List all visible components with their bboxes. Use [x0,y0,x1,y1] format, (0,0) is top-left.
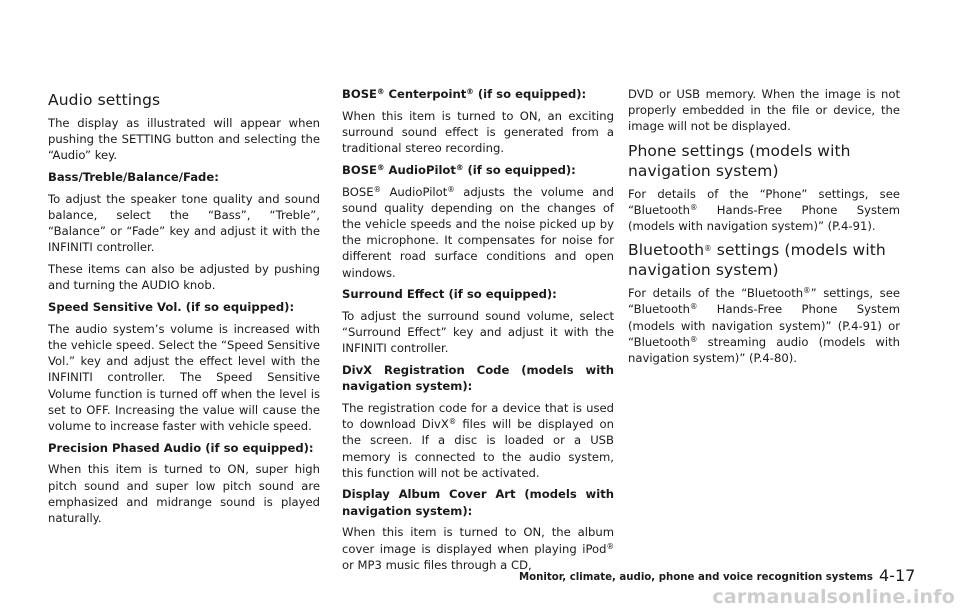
audiopilot-paragraph: BOSE® AudioPilot® adjusts the volume and sound quality depending on the changes of the vehicle speeds and the noise picked up by the microphone. It compensates for noise for different road surface conditions and open windows. [342,184,614,280]
page-footer [519,566,916,585]
album-art-paragraph: When this item is turned to ON, the album cover image is displayed when playing iPod® or MP3 music files through a CD, [342,525,614,572]
surround-effect-subheading: Surround Effect (if so equipped): [342,287,557,302]
divx-paragraph: The registration code for a device that is used to download DivX® files will be displayed on the screen. If a disc is loaded or a USB memory is connected to the audio system, this function will not be activated. [342,400,614,480]
speed-sensitive-subheading: Speed Sensitive Vol. (if so equipped): [48,300,295,315]
album-art-subheading: Display Album Cover Art (models with navigation system): [342,487,614,518]
audio-intro-paragraph: The display as illustrated will appear when pushing the SETTING button and selecting the “Audio” key. [48,116,320,163]
phone-settings-heading: Phone settings (models with navigation system) [628,141,851,180]
page-number: 4-17 [878,566,916,585]
bluetooth-settings-paragraph: For details of the “Bluetooth®” settings, see “Bluetooth® Hands-Free Phone System (models with navigation system)” (P.4-91) or “Bluetooth® streaming audio (models with navigation system)” (P.4-80). [628,286,900,366]
audio-settings-heading: Audio settings [48,91,161,109]
speed-sensitive-paragraph: The audio system’s volume is increased with the vehicle speed. Select the “Speed Sensitive Vol.” key and adjust the effect level with the INFINITI controller. The Speed Sensitive Volume function is turned off when the level is set to OFF. Increasing the value will cause the volume to increase faster with vehicle speed. [48,321,320,433]
audiopilot-subheading: BOSE® AudioPilot® (if so equipped): [342,162,576,177]
left-column [48,86,320,532]
phone-settings-paragraph: For details of the “Phone” settings, see “Bluetooth® Hands-Free Phone System (models with navigation system)” (P.4-91). [628,186,900,234]
bass-treble-paragraph: To adjust the speaker tone quality and sound balance, select the “Bass”, “Treble”, “Balance” or “Fade” key and adjust it with the INFINITI controller. [48,191,320,255]
footer-section-title: Monitor, climate, audio, phone and voice recognition systems [519,572,873,583]
centerpoint-subheading: BOSE® Centerpoint® (if so equipped): [342,87,587,101]
middle-column [342,86,614,578]
bluetooth-settings-heading: Bluetooth® settings (models with navigation system) [628,241,886,280]
precision-phased-paragraph: When this item is turned to ON, super high pitch sound and super low pitch sound are emphasized and midrange sound is played naturally. [48,462,320,525]
bass-treble-subheading: Bass/Treble/Balance/Fade: [48,170,219,185]
watermark: carmanualsonline.info [712,586,955,608]
audio-knob-paragraph: These items can also be adjusted by pushing and turning the AUDIO knob. [48,262,320,293]
surround-effect-paragraph: To adjust the surround sound volume, select “Surround Effect” key and adjust it with the INFINITI controller. [342,308,614,356]
divx-subheading: DivX Registration Code (models with navigation system): [342,363,614,394]
album-art-continued-paragraph: DVD or USB memory. When the image is not properly embedded in the file or device, the image will not be displayed. [628,87,900,134]
centerpoint-paragraph: When this item is turned to ON, an exciting surround sound effect is generated from a traditional stereo recording. [342,108,614,156]
precision-phased-subheading: Precision Phased Audio (if so equipped): [48,440,314,455]
right-column [628,86,900,372]
